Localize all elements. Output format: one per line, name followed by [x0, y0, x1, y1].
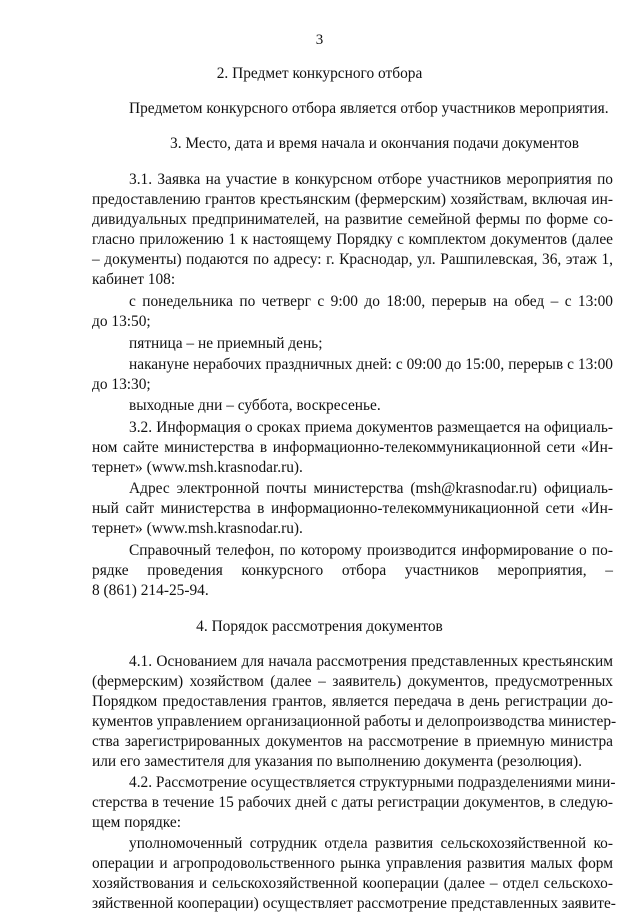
text-line: кабинет 108: — [92, 271, 176, 288]
text-line: зяйственной кооперации) осуществляет рассмотрение представленных заявите- — [92, 895, 616, 912]
text-line: предоставлению грантов крестьянским (фермерским) хозяйствам, включая ин- — [92, 191, 613, 208]
text-line: пятница – не приемный день; — [129, 335, 323, 352]
text-line: кументов управлением организационной работы и делопроизводства министер- — [92, 713, 617, 730]
text-line: Справочный телефон, по которому производится информирование о по- — [129, 542, 613, 559]
text-line: Порядком предоставления грантов, является передача в день регистрации до- — [92, 693, 613, 710]
text-line: 8 (861) 214-25-94. — [92, 582, 209, 599]
text-line: до 13:50; — [92, 313, 151, 330]
text-line: хозяйствования и сельскохозяйственной кооперации (далее – отдел сельскохо- — [92, 875, 613, 892]
text-line: до 13:30; — [92, 376, 151, 393]
text-line: щем порядке: — [92, 814, 182, 831]
text-line: 3.2. Информация о сроках приема документов размещается на официаль- — [129, 419, 613, 436]
text-line: с понедельника по четверг с 9:00 до 18:00, перерыв на обед – с 13:00 — [129, 293, 613, 310]
text-line: ном сайте министерства в информационно-телекоммуникационной сети «Ин- — [92, 439, 613, 456]
text-line: тернет» (www.msh.krasnodar.ru). — [92, 459, 303, 476]
text-line: Адрес электронной почты министерства (msh@krasnodar.ru) официаль- — [129, 480, 613, 497]
text-line: 3. Место, дата и время начала и окончания подачи документов — [170, 135, 580, 152]
text-line: выходные дни – суббота, воскресенье. — [129, 397, 381, 414]
text-line: гласно приложению 1 к настоящему Порядку с комплектом документов (далее — [92, 231, 613, 248]
text-line: накануне нерабочих праздничных дней: с 09:00 до 15:00, перерыв с 13:00 — [129, 356, 613, 373]
text-line: дивидуальных предпринимателей, на развитие семейной фермы по форме со- — [92, 211, 613, 228]
text-line: Предметом конкурсного отбора является отбор участников мероприятия. — [129, 100, 609, 117]
section-heading: 2. Предмет конкурсного отбора — [216, 65, 423, 82]
text-line: 4.1. Основанием для начала рассмотрения представленных крестьянским — [129, 653, 613, 670]
text-line: уполномоченный сотрудник отдела развития сельскохозяйственной ко- — [129, 835, 613, 852]
text-line: (фермерским) хозяйством (далее – заявитель) документов, предусмотренных — [92, 673, 613, 690]
text-line: стерства в течение 15 рабочих дней с даты регистрации документов, в следую- — [92, 794, 613, 811]
text-line: ный сайт министерства в информационно-телекоммуникационной сети «Ин- — [92, 500, 613, 517]
text-line: тернет» (www.msh.krasnodar.ru). — [92, 520, 303, 537]
text-line: – документы) подаются по адресу: г. Краснодар, ул. Рашпилевская, 36, этаж 1, — [92, 251, 613, 268]
text-line: 3.1. Заявка на участие в конкурсном отборе участников мероприятия по — [129, 171, 613, 188]
text-line: рядке проведения конкурсного отбора участников мероприятия, – — [92, 562, 613, 579]
text-line: ства зарегистрированных документов на рассмотрение в приемную министра — [92, 733, 613, 750]
page-number: 3 — [315, 32, 324, 48]
text-line: операции и агропродовольственного рынка управления развития малых форм — [92, 855, 613, 872]
text-line: или его заместителя для указания по выполнению документа (резолюция). — [92, 753, 583, 770]
text-line: 4.2. Рассмотрение осуществляется структурными подразделениями мини- — [129, 774, 616, 791]
section-heading: 4. Порядок рассмотрения документов — [196, 618, 443, 635]
